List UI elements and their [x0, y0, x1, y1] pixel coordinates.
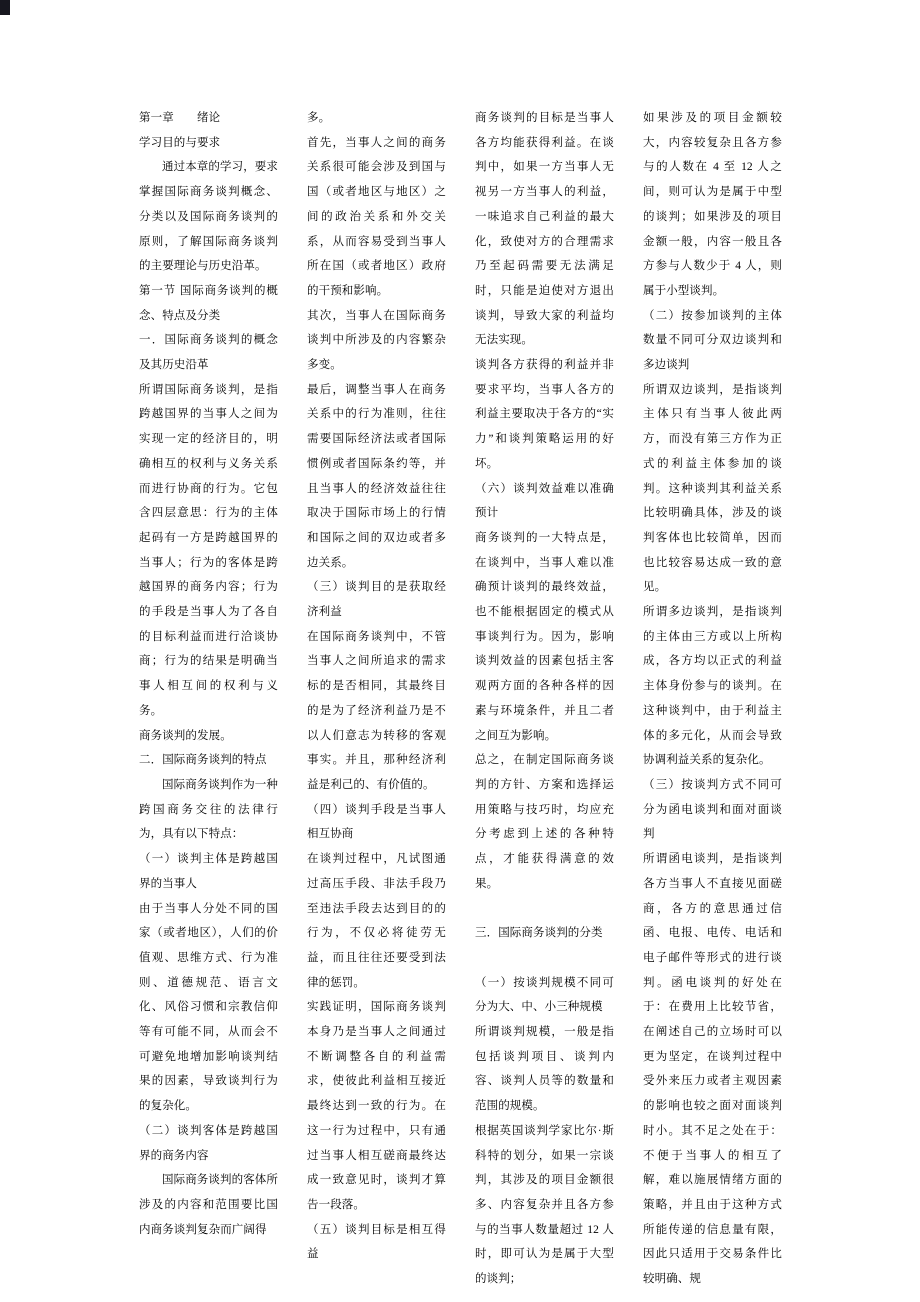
- paragraph: 所谓多边谈判，是指谈判的主体由三方或以上所构成，各方均以正式的利益主体身份参与的谈判。在这种谈判中，由于利益主体的多元化，从而会导致协调利益关系的复杂化。: [643, 606, 782, 767]
- paragraph: 国际商务谈判的客体所涉及的内容和范围要比国内商务谈判复杂而广阔得: [139, 1174, 278, 1236]
- paragraph: 所谓谈判规模，一般是指包括谈判项目、谈判内容、谈判人员等的数量和范围的规模。: [475, 1025, 614, 1113]
- paragraph: 由于当事人分处不同的国家（或者地区），人们的价值观、思维方式、行为准则、道德规范、语言文化、风俗习惯和宗教信仰等有可能不同，从而会不可避免地增加影响谈判结果的因素，导致谈判行为的复杂化。: [139, 902, 278, 1113]
- corner-artifact: [0, 0, 10, 15]
- paragraph: 商务谈判的一大特点是，在谈判中，当事人难以准确预计谈判的最终效益，也不能根据固定的模式从事谈判行为。因为，影响谈判效益的因素包括主客观两方面的各种各样的因素与环境条件，并且二者之间互为影响。: [475, 531, 614, 742]
- paragraph: （三）按谈判方式不同可分为函电谈判和面对面谈判: [643, 778, 782, 841]
- paragraph: 通过本章的学习，要求掌握国际商务谈判概念、分类以及国际商务谈判的原则，了解国际商务谈判的主要理论与历史沿革。: [139, 161, 278, 273]
- paragraph: （六）谈判效益难以准确预计: [475, 482, 614, 520]
- paragraph: 总之，在制定国际商务谈判的方针、方案和选择运用策略与技巧时，均应充分考虑到上述的各种特点，才能获得满意的效果。: [475, 754, 614, 890]
- text-column-2: [307, 106, 446, 1292]
- paragraph: 所谓函电谈判，是指谈判各方当事人不直接见面磋商，各方的意思通过信函、电报、电传、电话和电子邮件等形式的进行谈判。函电谈判的好处在于：在费用上比较节省，在阐述自己的立场时可以更为坚定，在谈判过程中受外来压力或者主观因素的影响也较之面对面谈判时小。其不足之处在于：不便于当事人的相互了解，难以施展情绪方面的策略，并且由于这种方式所能传递的信息量有限，因此只适用于交易条件比较明确、规: [643, 853, 782, 1286]
- paragraph: 实践证明，国际商务谈判本身乃是当事人之间通过不断调整各自的利益需求，使彼此利益相互接近最终达到一致的行为。在这一行为过程中，只有通过当事人相互磋商最终达成一致意见时，谈判才算告一段落。: [307, 1001, 446, 1211]
- paragraph: 根据英国谈判学家比尔·斯科特的划分，如果一宗谈判，其涉及的项目金额很多、内容复杂并且各方参与的当事人数量超过 12 人时，即可认为是属于大型的谈判；: [475, 1124, 614, 1286]
- paragraph: 商务谈判的发展。: [139, 729, 232, 742]
- paragraph: 首先，当事人之间的商务关系很可能会涉及到国与国（或者地区与地区）之间的政治关系和外交关系，从而容易受到当事人所在国（或者地区）政府的干预和影响。: [307, 136, 446, 297]
- paragraph: 其次，当事人在国际商务谈判中所涉及的内容繁杂多变。: [307, 309, 446, 372]
- text-column-4: [643, 106, 782, 1292]
- paragraph: （一）按谈判规模不同可分为大、中、小三种规模: [475, 976, 614, 1014]
- paragraph: 学习目的与要求: [139, 136, 221, 149]
- paragraph: 在国际商务谈判中，不管当事人之间所追求的需求标的是否相同，其最终目的是为了经济利益乃是不以人们意志为转移的客观事实。并且，那种经济利益是利己的、有价值的。: [307, 630, 446, 791]
- paragraph: （五）谈判目标是相互得益: [307, 1223, 446, 1261]
- paragraph: （二）谈判客体是跨越国界的商务内容: [139, 1124, 278, 1162]
- paragraph: 第一章 绪论: [139, 112, 221, 124]
- paragraph: （二）按参加谈判的主体数量不同可分双边谈判和多边谈判: [643, 309, 782, 372]
- paragraph: 第一节 国际商务谈判的概念、特点及分类: [139, 284, 278, 322]
- paragraph: 谈判各方获得的利益并非要求平均，当事人各方的利益主要取决于各方的“实力”和谈判策略运用的好坏。: [475, 359, 614, 470]
- paragraph: 所谓国际商务谈判，是指跨越国界的当事人之间为实现一定的经济目的，明确相互的权利与义务关系而进行协商的行为。它包含四层意思：行为的主体起码有一方是跨越国界的当事人；行为的客体是跨越国界的商务内容；行为的手段是当事人为了各自的目标利益而进行洽谈协商；行为的结果是明确当事人相互间的权利与义务。: [139, 383, 278, 717]
- paragraph: 所谓双边谈判，是指谈判主体只有当事人彼此两方，而没有第三方作为正式的利益主体参加的谈判。这种谈判其利益关系比较明确具体，涉及的谈判客体也比较简单，因而也比较容易达成一致的意见。: [643, 383, 782, 594]
- paragraph: 在谈判过程中，凡试图通过高压手段、非法手段乃至违法手段去达到目的的行为，不仅必将徒劳无益，而且往往还要受到法律的惩罚。: [307, 853, 446, 989]
- paragraph: 如果涉及的项目金额较大，内容较复杂且各方参与的人数在 4 至 12 人之间，则可认为是属于中型的谈判；如果涉及的项目金额一般，内容一般且各方参与人数少于 4 人，则属于小型谈判。: [643, 112, 782, 297]
- blank-line: [475, 946, 614, 971]
- paragraph: 二．国际商务谈判的特点: [139, 754, 267, 767]
- text-column-3: [475, 106, 614, 1292]
- paragraph: 多。: [307, 112, 331, 124]
- paragraph: 国际商务谈判作为一种跨国商务交往的法律行为，具有以下特点：: [139, 778, 278, 841]
- text-column-1: [139, 106, 278, 1292]
- paragraph: 商务谈判的目标是当事人各方均能获得利益。在谈判中，如果一方当事人无视另一方当事人的利益，一味追求自己利益的最大化，致使对方的合理需求乃至起码需要无法满足时，只能是迫使对方退出谈判，导致大家的利益均无法实现。: [475, 112, 614, 347]
- paragraph: 三．国际商务谈判的分类: [475, 927, 603, 940]
- text-columns: [139, 106, 782, 1292]
- paragraph: （三）谈判目的是获取经济利益: [307, 581, 446, 619]
- paragraph: （一）谈判主体是跨越国界的当事人: [139, 853, 278, 890]
- paragraph: 最后，调整当事人在商务关系中的行为准则，往往需要国际经济法或者国际惯例或者国际条约等，并且当事人的经济效益往往取决于国际市场上的行情和国际之间的双边或者多边关系。: [307, 383, 446, 569]
- paragraph: 一．国际商务谈判的概念及其历史沿革: [139, 334, 278, 372]
- blank-line: [475, 897, 614, 922]
- paragraph: （四）谈判手段是当事人相互协商: [307, 803, 446, 841]
